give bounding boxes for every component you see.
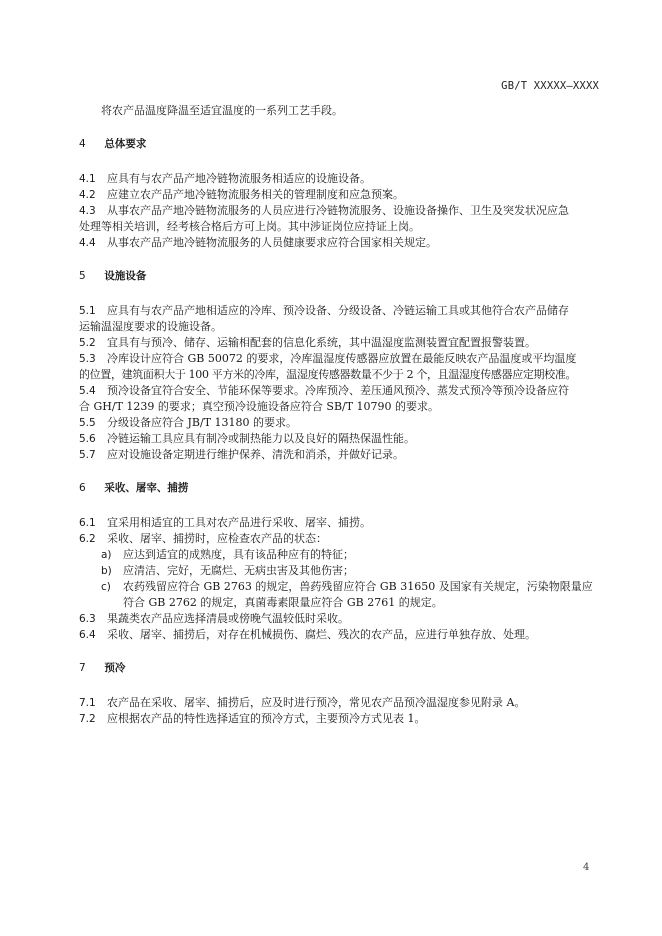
clause-number: 6.4: [79, 629, 96, 641]
section-heading-5: [79, 268, 609, 284]
clause-4-3: [79, 203, 609, 235]
section-title: 采收、屠宰、捕捞: [104, 482, 189, 494]
section-heading-4: [79, 136, 609, 152]
clause-number: 6.3: [79, 613, 96, 625]
clause-5-2: [79, 335, 609, 351]
clause-text: 应具有与农产品产地相适应的冷库、预冷设备、分级设备、冷链运输工具或其他符合农产品储存: [107, 304, 569, 317]
section-title: 总体要求: [104, 138, 147, 150]
clause-number: 4.1: [79, 173, 96, 185]
clause-number: 5.4: [79, 385, 96, 397]
list-text: 应达到适宜的成熟度，具有该品种应有的特征；: [123, 548, 354, 561]
clause-number: 4.3: [79, 205, 96, 217]
clause-7-1: [79, 695, 609, 711]
clause-5-7: [79, 447, 609, 463]
clause-number: 5.2: [79, 337, 96, 349]
clause-4-2: [79, 187, 609, 203]
clause-number: 5.1: [79, 305, 96, 317]
list-label: a): [101, 549, 112, 561]
page-number: 4: [583, 862, 590, 873]
clause-6-1: [79, 515, 609, 531]
clause-number: 7.2: [79, 713, 96, 725]
clause-text: 宜具有与预冷、储存、运输相配套的信息化系统，其中温湿度监测装置宜配置报警装置。: [107, 336, 536, 349]
clause-text-continued: 处理等相关培训，经考核合格后方可上岗。其中涉证岗位应持证上岗。: [79, 220, 420, 233]
list-item-b: [79, 563, 609, 579]
clause-number: 4.4: [79, 237, 96, 249]
clause-text: 预冷设备宜符合安全、节能环保等要求。冷库预冷、差压通风预冷、蒸发式预冷等预冷设备应符: [107, 384, 569, 397]
clause-6-2: [79, 531, 609, 611]
clause-number: 5.5: [79, 417, 96, 429]
clause-text: 采收、屠宰、捕捞后，对存在机械损伤、腐烂、残次的农产品，应进行单独存放、处理。: [107, 628, 536, 641]
clause-number: 6.2: [79, 533, 96, 545]
clause-text: 果蔬类农产品应选择清晨或傍晚气温较低时采收。: [107, 612, 349, 625]
clause-text: 分级设备应符合 JB/T 13180 的要求。: [107, 416, 298, 429]
clause-number: 7.1: [79, 697, 96, 709]
clause-number: 4.2: [79, 189, 96, 201]
clause-5-6: [79, 431, 609, 447]
clause-4-1: [79, 171, 609, 187]
clause-6-3: [79, 611, 609, 627]
list-text: 应清洁、完好，无腐烂、无病虫害及其他伤害；: [123, 564, 354, 577]
list-text-continued: 符合 GB 2762 的规定，真菌毒素限量应符合 GB 2761 的规定。: [123, 596, 443, 609]
list-label: b): [101, 565, 112, 577]
clause-text-continued: 合 GH/T 1239 的要求；真空预冷设施设备应符合 SB/T 10790 的要求。: [79, 400, 440, 413]
list-item-a: [79, 547, 609, 563]
clause-text: 应对设施设备定期进行维护保养、清洗和消杀，并做好记录。: [107, 448, 404, 461]
clause-text-continued: 的位置，建筑面积大于 100 平方米的冷库，温湿度传感器数量不少于 2 个，且温湿度传感器应定期校准。: [79, 368, 577, 381]
section-title: 设施设备: [104, 270, 147, 282]
clause-text: 冷链运输工具应具有制冷或制热能力以及良好的隔热保温性能。: [107, 432, 415, 445]
clause-number: 6.1: [79, 517, 96, 529]
document-id-header: GB/T XXXXX—XXXX: [501, 80, 599, 92]
clause-number: 5.3: [79, 353, 96, 365]
intro-line: 将农产品温度降温至适宜温度的一系列工艺手段。: [101, 104, 343, 117]
clause-text: 农产品在采收、屠宰、捕捞后，应及时进行预冷，常见农产品预冷温湿度参见附录 A。: [107, 696, 526, 709]
clause-5-5: [79, 415, 609, 431]
clause-text: 宜采用相适宜的工具对农产品进行采收、屠宰、捕捞。: [107, 516, 371, 529]
clause-text: 应具有与农产品产地冷链物流服务相适应的设施设备。: [107, 172, 371, 185]
clause-text: 从事农产品产地冷链物流服务的人员应进行冷链物流服务、设施设备操作、卫生及突发状况应急: [107, 204, 569, 217]
clause-text: 从事农产品产地冷链物流服务的人员健康要求应符合国家相关规定。: [107, 236, 437, 249]
list-text: 农药残留应符合 GB 2763 的规定，兽药残留应符合 GB 31650 及国家有关规定，污染物限量应: [123, 580, 593, 593]
section-heading-7: [79, 660, 609, 676]
clause-text-continued: 运输温湿度要求的设施设备。: [79, 320, 222, 333]
document-body: [79, 103, 609, 727]
clause-5-4: [79, 383, 609, 415]
list-label: c): [101, 581, 111, 593]
section-number: 4: [79, 138, 86, 150]
clause-4-4: [79, 235, 609, 251]
section-number: 5: [79, 270, 86, 282]
clause-number: 5.6: [79, 433, 96, 445]
section-heading-6: [79, 480, 609, 496]
section-number: 6: [79, 482, 86, 494]
clause-text: 冷库设计应符合 GB 50072 的要求，冷库温湿度传感器应放置在最能反映农产品温度或平均温度: [107, 352, 577, 365]
clause-7-2: [79, 711, 609, 727]
list-item-c: [79, 579, 609, 595]
clause-6-4: [79, 627, 609, 643]
section-number: 7: [79, 662, 86, 674]
clause-5-1: [79, 303, 609, 335]
clause-5-3: [79, 351, 609, 383]
clause-text: 应建立农产品产地冷链物流服务相关的管理制度和应急预案。: [107, 188, 404, 201]
clause-text: 采收、屠宰、捕捞时，应检查农产品的状态：: [107, 532, 327, 545]
clause-number: 5.7: [79, 449, 96, 461]
section-title: 预冷: [104, 662, 126, 674]
clause-text: 应根据农产品的特性选择适宜的预冷方式，主要预冷方式见表 1。: [107, 712, 426, 725]
